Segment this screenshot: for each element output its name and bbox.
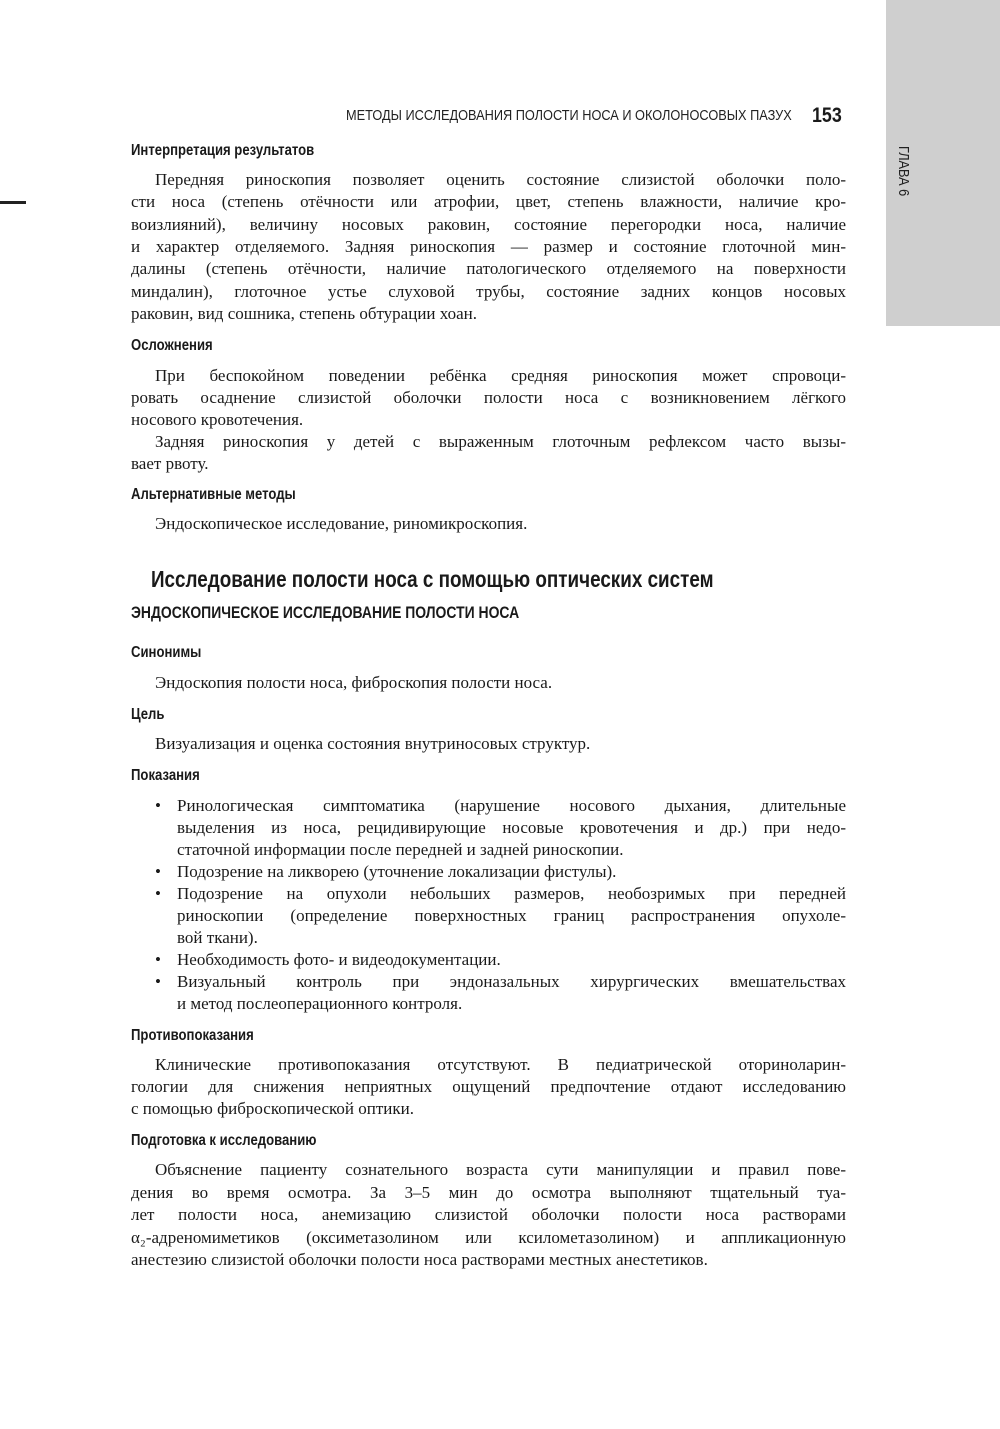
paragraph-line: Объяснение пациенту сознательного возраста сути манипуляции и правил пове- (155, 1160, 846, 1179)
list-item-line: и метод послеоперационного контроля. (177, 994, 463, 1013)
list-item-line: Необходимость фото- и видеодокументации. (177, 950, 501, 969)
list-item-line: Подозрение на ликворею (уточнение локализации фистулы). (177, 862, 617, 881)
bullet-icon: • (155, 884, 161, 903)
section-heading: Подготовка к исследованию (131, 1132, 317, 1149)
crop-mark (0, 201, 26, 204)
section-heading: Осложнения (131, 337, 213, 354)
paragraph-line: Эндоскопическое исследование, риномикроскопия. (155, 514, 528, 533)
paragraph-line: ровать осаднение слизистой оболочки полости носа с возникновением лёгкого (131, 388, 846, 407)
paragraph-line: миндалин), глоточное устье слуховой трубы, состояние задних концов носовых (131, 282, 846, 301)
bullet-icon: • (155, 972, 161, 991)
paragraph-line: анестезию слизистой оболочки полости носа растворами местных анестетиков. (131, 1250, 708, 1269)
paragraph-line: При беспокойном поведении ребёнка средняя риноскопия может спровоци- (155, 366, 846, 385)
bullet-icon: • (155, 862, 161, 881)
paragraph-line: Задняя риноскопия у детей с выраженным глоточным рефлексом часто вызы- (155, 432, 846, 451)
paragraph-line: сти носа (степень отёчности или атрофии, цвет, степень влажности, наличие кро- (131, 192, 846, 211)
paragraph-line: Визуализация и оценка состояния внутриносовых структур. (155, 734, 591, 753)
section-heading: Альтернативные методы (131, 486, 296, 503)
main-heading: Исследование полости носа с помощью оптических систем (151, 566, 714, 592)
running-header: МЕТОДЫ ИССЛЕДОВАНИЯ ПОЛОСТИ НОСА И ОКОЛОНОСОВЫХ ПАЗУХ (346, 107, 792, 124)
paragraph-line: раковин, вид сошника, степень обтурации хоан. (131, 304, 478, 323)
paragraph-line: α₂-адреномиметиков (оксиметазолином или ксилометазолином) и аппликационную (131, 1228, 846, 1247)
paragraph-line: Эндоскопия полости носа, фиброскопия полости носа. (155, 673, 553, 692)
bullet-icon: • (155, 796, 161, 815)
chapter-tab-label: ГЛАВА 6 (895, 146, 912, 197)
paragraph-line: гологии для снижения неприятных ощущений предпочтение отдают исследованию (131, 1077, 846, 1096)
section-heading: Цель (131, 706, 165, 723)
list-item-line: выделения из носа, рецидивирующие носовые кровотечения и др.) при недо- (177, 818, 846, 837)
paragraph-line: воизлияний), величину носовых раковин, состояние перегородки носа, наличие (131, 215, 846, 234)
paragraph-line: Передняя риноскопия позволяет оценить состояние слизистой оболочки поло- (155, 170, 846, 189)
list-item-line: Подозрение на опухоли небольших размеров, необозримых при передней (177, 884, 846, 903)
list-item-line: риноскопии (определение поверхностных границ распространения опухоле- (177, 906, 846, 925)
section-heading: Синонимы (131, 644, 202, 661)
paragraph-line: лет полости носа, анемизацию слизистой оболочки полости носа растворами (131, 1205, 846, 1224)
paragraph-line: Клинические противопоказания отсутствуют. В педиатрической оториноларин- (155, 1055, 846, 1074)
list-item-line: статочной информации после передней и задней риноскопии. (177, 840, 624, 859)
paragraph-line: с помощью фиброскопической оптики. (131, 1099, 414, 1118)
bullet-icon: • (155, 950, 161, 969)
paragraph-line: вает рвоту. (131, 454, 209, 473)
list-item-line: Визуальный контроль при эндоназальных хирургических вмешательствах (177, 972, 846, 991)
section-heading: Интерпретация результатов (131, 142, 315, 159)
paragraph-line: далины (степень отёчности, наличие патологического отделяемого на поверхности (131, 259, 846, 278)
section-heading: Противопоказания (131, 1027, 254, 1044)
page-number: 153 (812, 104, 842, 127)
paragraph-line: носового кровотечения. (131, 410, 304, 429)
section-heading: Показания (131, 767, 200, 784)
sub-heading: ЭНДОСКОПИЧЕСКОЕ ИССЛЕДОВАНИЕ ПОЛОСТИ НОСА (131, 603, 520, 622)
list-item-line: вой ткани). (177, 928, 258, 947)
paragraph-line: дения во время осмотра. За 3–5 мин до осмотра выполняют тщательный туа- (131, 1183, 846, 1202)
paragraph-line: и характер отделяемого. Задняя риноскопия — размер и состояние глоточной мин- (131, 237, 846, 256)
list-item-line: Ринологическая симптоматика (нарушение носового дыхания, длительные (177, 796, 846, 815)
